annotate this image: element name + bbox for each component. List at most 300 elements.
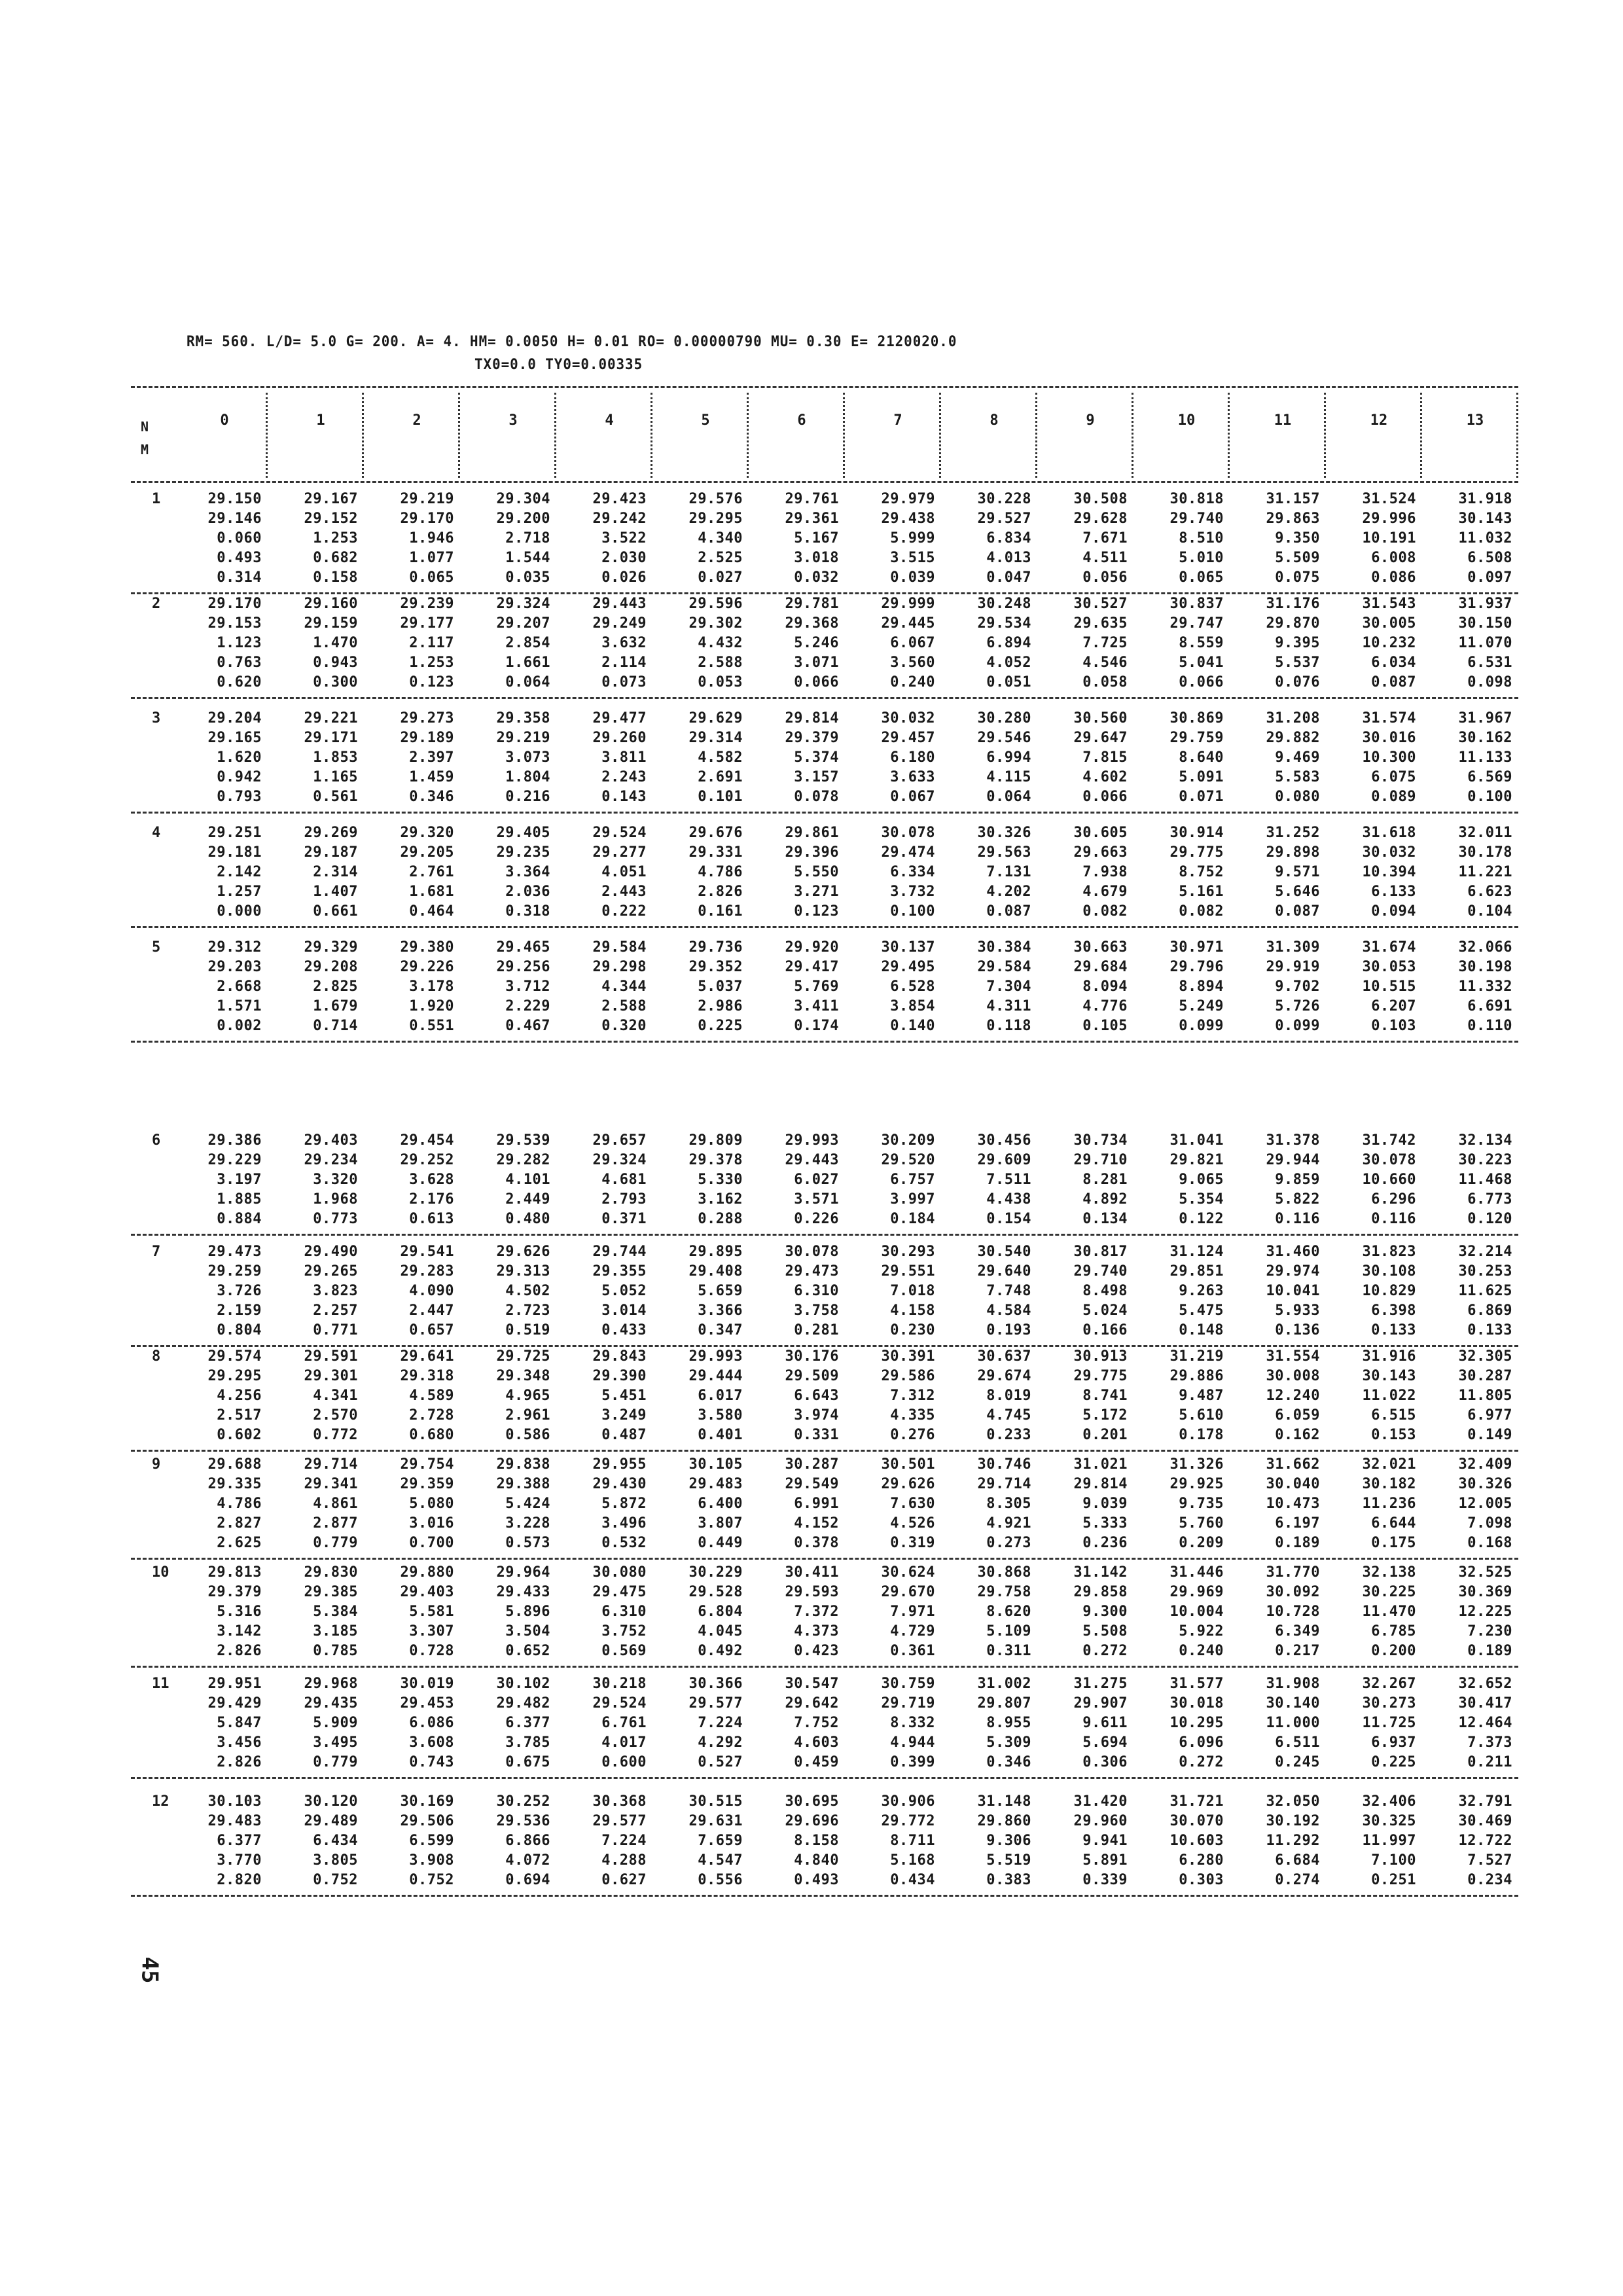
table-cell: 0.311 [986,1643,1031,1659]
table-cell: 4.546 [1082,655,1128,671]
header-bottom-rule [131,481,1518,483]
table-cell: 8.620 [986,1604,1031,1620]
table-cell: 32.134 [1458,1132,1512,1149]
table-cell: 29.858 [1073,1584,1128,1600]
table-cell: 8.332 [890,1715,935,1731]
page-number: 45 [136,1956,163,1984]
table-cell: 31.208 [1266,710,1320,726]
table-cell: 5.537 [1275,655,1320,671]
table-cell: 31.252 [1266,825,1320,841]
table-cell: 1.165 [313,769,358,785]
table-cell: 4.861 [313,1496,358,1512]
table-cell: 0.714 [313,1018,358,1034]
table-cell: 6.400 [698,1496,743,1512]
table-cell: 29.385 [304,1584,358,1600]
table-cell: 0.586 [505,1427,550,1443]
table-cell: 0.103 [1371,1018,1416,1034]
table-cell: 4.745 [986,1407,1031,1424]
table-cell: 29.283 [400,1263,454,1280]
table-cell: 0.480 [505,1211,550,1227]
table-cell: 2.142 [217,864,262,880]
table-cell: 2.723 [505,1302,550,1319]
table-cell: 0.245 [1275,1754,1320,1770]
table-cell: 2.525 [698,550,743,566]
row-index-m: 1 [152,491,161,507]
table-cell: 29.187 [304,844,358,861]
table-cell: 3.807 [698,1515,743,1532]
block-separator-rule [131,592,1518,594]
table-cell: 4.373 [794,1623,839,1640]
table-cell: 0.487 [601,1427,647,1443]
table-cell: 1.257 [217,884,262,900]
table-cell: 3.320 [313,1172,358,1188]
parameter-header-line: RM= 560. L/D= 5.0 G= 200. A= 4. HM= 0.0050 H= 0.01 RO= 0.00000790 MU= 0.30 E= 2120020.0 [187,334,957,350]
table-cell: 0.082 [1179,903,1224,920]
table-cell: 3.178 [409,978,454,995]
table-cell: 6.623 [1467,884,1512,900]
table-cell: 30.005 [1362,615,1416,632]
table-cell: 29.355 [592,1263,647,1280]
table-cell: 29.584 [592,939,647,956]
table-cell: 3.522 [601,530,647,547]
table-cell: 0.161 [698,903,743,920]
table-cell: 5.041 [1179,655,1224,671]
table-cell: 6.531 [1467,655,1512,671]
table-cell: 29.475 [592,1584,647,1600]
table-cell: 0.075 [1275,569,1320,586]
table-cell: 32.138 [1362,1564,1416,1581]
table-cell: 0.123 [409,674,454,691]
table-cell: 11.032 [1458,530,1512,547]
table-cell: 31.577 [1169,1676,1224,1692]
table-cell: 1.544 [505,550,550,566]
table-cell: 5.583 [1275,769,1320,785]
table-cell: 11.022 [1362,1388,1416,1404]
table-cell: 30.019 [400,1676,454,1692]
table-cell: 29.329 [304,939,358,956]
table-cell: 0.099 [1179,1018,1224,1034]
table-cell: 29.736 [688,939,743,956]
table-cell: 29.159 [304,615,358,632]
table-cell: 5.896 [505,1604,550,1620]
table-cell: 4.101 [505,1172,550,1188]
table-cell: 29.341 [304,1476,358,1492]
table-cell: 29.740 [1169,511,1224,527]
table-cell: 30.225 [1362,1584,1416,1600]
table-cell: 4.340 [698,530,743,547]
table-cell: 30.837 [1169,596,1224,612]
table-cell: 29.964 [496,1564,550,1581]
table-cell: 5.167 [794,530,839,547]
table-cell: 29.226 [400,959,454,975]
column-header: 1 [316,412,325,429]
row-index-m: 2 [152,596,161,612]
table-cell: 3.770 [217,1852,262,1869]
table-cell: 29.814 [785,710,839,726]
table-cell: 10.394 [1362,864,1416,880]
table-cell: 32.011 [1458,825,1512,841]
table-cell: 9.571 [1275,864,1320,880]
table-cell: 6.834 [986,530,1031,547]
table-cell: 0.136 [1275,1322,1320,1338]
table-cell: 29.960 [1073,1813,1128,1829]
table-cell: 29.898 [1266,844,1320,861]
table-cell: 0.078 [794,789,839,805]
table-cell: 0.700 [409,1535,454,1551]
table-cell: 6.785 [1371,1623,1416,1640]
table-cell: 0.233 [986,1427,1031,1443]
table-cell: 29.520 [881,1152,935,1168]
table-cell: 4.547 [698,1852,743,1869]
table-cell: 6.643 [794,1388,839,1404]
table-cell: 29.626 [496,1244,550,1260]
table-cell: 29.368 [785,615,839,632]
table-cell: 2.030 [601,550,647,566]
table-cell: 3.752 [601,1623,647,1640]
table-cell: 0.556 [698,1872,743,1888]
table-cell: 29.925 [1169,1476,1224,1492]
table-cell: 29.725 [496,1348,550,1365]
table-cell: 4.511 [1082,550,1128,566]
table-cell: 0.087 [1371,674,1416,691]
table-cell: 0.153 [1371,1427,1416,1443]
table-cell: 31.148 [977,1793,1031,1810]
table-cell: 0.026 [601,569,647,586]
table-cell: 6.017 [698,1388,743,1404]
table-cell: 30.759 [881,1676,935,1692]
table-cell: 29.160 [304,596,358,612]
table-cell: 29.754 [400,1456,454,1473]
table-cell: 0.772 [313,1427,358,1443]
table-cell: 4.892 [1082,1191,1128,1208]
table-cell: 2.159 [217,1302,262,1319]
table-cell: 6.866 [505,1833,550,1849]
column-separator [458,393,460,478]
table-cell: 29.170 [400,511,454,527]
table-cell: 29.744 [592,1244,647,1260]
table-cell: 2.761 [409,864,454,880]
table-cell: 10.515 [1362,978,1416,995]
table-cell: 3.633 [890,769,935,785]
table-cell: 6.691 [1467,998,1512,1014]
table-cell: 0.000 [217,903,262,920]
row-index-m: 4 [152,825,161,841]
table-cell: 29.314 [688,730,743,746]
table-cell: 3.580 [698,1407,743,1424]
table-cell: 29.298 [592,959,647,975]
table-cell: 30.169 [400,1793,454,1810]
table-cell: 29.150 [207,491,262,507]
table-cell: 30.103 [207,1793,262,1810]
table-cell: 31.002 [977,1676,1031,1692]
table-cell: 2.443 [601,884,647,900]
table-cell: 0.288 [698,1211,743,1227]
table-cell: 2.793 [601,1191,647,1208]
table-cell: 10.191 [1362,530,1416,547]
table-cell: 29.457 [881,730,935,746]
table-cell: 30.105 [688,1456,743,1473]
table-cell: 0.104 [1467,903,1512,920]
table-cell: 3.185 [313,1623,358,1640]
table-cell: 29.318 [400,1368,454,1384]
table-cell: 29.379 [207,1584,262,1600]
table-cell: 8.510 [1179,530,1224,547]
table-cell: 29.490 [304,1244,358,1260]
table-cell: 0.076 [1275,674,1320,691]
table-cell: 29.647 [1073,730,1128,746]
table-cell: 6.067 [890,635,935,651]
table-cell: 5.646 [1275,884,1320,900]
table-cell: 9.065 [1179,1172,1224,1188]
table-cell: 0.097 [1467,569,1512,586]
table-cell: 11.221 [1458,864,1512,880]
table-cell: 29.483 [207,1813,262,1829]
table-cell: 29.596 [688,596,743,612]
table-cell: 30.080 [592,1564,647,1581]
table-cell: 10.473 [1266,1496,1320,1512]
table-cell: 29.388 [496,1476,550,1492]
table-cell: 32.214 [1458,1244,1512,1260]
table-cell: 11.805 [1458,1388,1512,1404]
table-cell: 29.379 [785,730,839,746]
table-cell: 5.424 [505,1496,550,1512]
table-cell: 0.116 [1371,1211,1416,1227]
table-cell: 0.339 [1082,1872,1128,1888]
table-cell: 29.312 [207,939,262,956]
table-cell: 30.078 [881,825,935,841]
table-cell: 29.277 [592,844,647,861]
table-cell: 0.064 [505,674,550,691]
table-cell: 29.807 [977,1695,1031,1712]
table-cell: 29.759 [1169,730,1224,746]
table-cell: 10.660 [1362,1172,1416,1188]
table-cell: 0.752 [409,1872,454,1888]
table-cell: 0.331 [794,1427,839,1443]
table-cell: 3.307 [409,1623,454,1640]
table-cell: 0.099 [1275,1018,1320,1034]
table-cell: 0.234 [1467,1872,1512,1888]
table-cell: 6.511 [1275,1734,1320,1751]
table-cell: 4.341 [313,1388,358,1404]
table-cell: 31.524 [1362,491,1416,507]
table-cell: 29.430 [592,1476,647,1492]
table-cell: 31.309 [1266,939,1320,956]
table-cell: 30.469 [1458,1813,1512,1829]
table-cell: 30.143 [1458,511,1512,527]
table-cell: 0.082 [1082,903,1128,920]
table-cell: 3.496 [601,1515,647,1532]
table-cell: 31.574 [1362,710,1416,726]
table-cell: 0.039 [890,569,935,586]
column-header: 7 [893,412,902,429]
block-separator-rule [131,1345,1518,1347]
table-cell: 0.459 [794,1754,839,1770]
table-cell: 5.316 [217,1604,262,1620]
table-cell: 0.347 [698,1322,743,1338]
table-cell: 5.374 [794,749,839,766]
table-cell: 30.070 [1169,1813,1224,1829]
table-cell: 2.728 [409,1407,454,1424]
table-cell: 0.433 [601,1322,647,1338]
table-cell: 30.624 [881,1564,935,1581]
table-cell: 29.378 [688,1152,743,1168]
table-cell: 5.694 [1082,1734,1128,1751]
table-cell: 4.921 [986,1515,1031,1532]
table-cell: 6.644 [1371,1515,1416,1532]
table-cell: 30.178 [1458,844,1512,861]
table-cell: 2.877 [313,1515,358,1532]
table-cell: 29.204 [207,710,262,726]
table-cell: 29.781 [785,596,839,612]
table-cell: 3.228 [505,1515,550,1532]
table-cell: 4.584 [986,1302,1031,1319]
table-cell: 6.398 [1371,1302,1416,1319]
table-cell: 9.941 [1082,1833,1128,1849]
table-cell: 2.449 [505,1191,550,1208]
table-cell: 3.504 [505,1623,550,1640]
table-cell: 10.004 [1169,1604,1224,1620]
table-cell: 5.519 [986,1852,1031,1869]
table-cell: 9.735 [1179,1496,1224,1512]
table-cell: 2.986 [698,998,743,1014]
table-cell: 0.066 [1179,674,1224,691]
block-separator-rule [131,1234,1518,1236]
table-cell: 30.560 [1073,710,1128,726]
table-cell: 30.252 [496,1793,550,1810]
table-cell: 30.868 [977,1564,1031,1581]
table-cell: 7.230 [1467,1623,1512,1640]
table-cell: 30.162 [1458,730,1512,746]
table-cell: 29.301 [304,1368,358,1384]
table-cell: 4.944 [890,1734,935,1751]
table-cell: 8.498 [1082,1283,1128,1299]
table-cell: 0.225 [1371,1754,1416,1770]
table-cell: 0.773 [313,1211,358,1227]
table-cell: 2.588 [601,998,647,1014]
table-cell: 0.620 [217,674,262,691]
table-cell: 30.326 [977,825,1031,841]
table-cell: 29.352 [688,959,743,975]
table-cell: 5.872 [601,1496,647,1512]
table-cell: 30.384 [977,939,1031,956]
table-cell: 3.997 [890,1191,935,1208]
column-header: 4 [605,412,614,429]
table-cell: 4.786 [217,1496,262,1512]
table-cell: 11.236 [1362,1496,1416,1512]
table-cell: 29.282 [496,1152,550,1168]
table-cell: 7.938 [1082,864,1128,880]
table-cell: 6.180 [890,749,935,766]
table-cell: 30.508 [1073,491,1128,507]
table-cell: 11.133 [1458,749,1512,766]
table-cell: 29.919 [1266,959,1320,975]
table-cell: 29.920 [785,939,839,956]
column-header: 12 [1370,412,1388,429]
table-cell: 4.335 [890,1407,935,1424]
table-cell: 29.361 [785,511,839,527]
table-cell: 29.676 [688,825,743,841]
table-cell: 32.066 [1458,939,1512,956]
table-cell: 32.305 [1458,1348,1512,1365]
table-cell: 0.226 [794,1211,839,1227]
table-cell: 6.757 [890,1172,935,1188]
column-header: 8 [990,412,999,429]
table-cell: 1.571 [217,998,262,1014]
table-cell: 29.951 [207,1676,262,1692]
table-cell: 32.409 [1458,1456,1512,1473]
table-cell: 0.133 [1371,1322,1416,1338]
table-cell: 0.378 [794,1535,839,1551]
table-cell: 8.955 [986,1715,1031,1731]
table-cell: 3.411 [794,998,839,1014]
table-cell: 9.300 [1082,1604,1128,1620]
table-cell: 4.786 [698,864,743,880]
table-cell: 3.018 [794,550,839,566]
table-cell: 31.446 [1169,1564,1224,1581]
table-cell: 6.508 [1467,550,1512,566]
table-cell: 1.253 [313,530,358,547]
table-cell: 0.303 [1179,1872,1224,1888]
table-cell: 29.335 [207,1476,262,1492]
table-cell: 6.034 [1371,655,1416,671]
table-cell: 29.577 [688,1695,743,1712]
table-cell: 0.032 [794,569,839,586]
table-cell: 4.090 [409,1283,454,1299]
table-cell: 29.843 [592,1348,647,1365]
table-cell: 29.429 [207,1695,262,1712]
table-cell: 29.670 [881,1584,935,1600]
table-cell: 30.287 [785,1456,839,1473]
table-cell: 29.251 [207,825,262,841]
table-cell: 0.060 [217,530,262,547]
table-cell: 0.493 [217,550,262,566]
table-cell: 31.275 [1073,1676,1128,1692]
table-cell: 31.378 [1266,1132,1320,1149]
table-cell: 31.662 [1266,1456,1320,1473]
table-cell: 0.116 [1275,1211,1320,1227]
table-cell: 3.805 [313,1852,358,1869]
table-cell: 10.300 [1362,749,1416,766]
table-cell: 10.603 [1169,1833,1224,1849]
table-cell: 29.483 [688,1476,743,1492]
table-cell: 5.309 [986,1734,1031,1751]
table-cell: 4.502 [505,1283,550,1299]
table-cell: 29.551 [881,1263,935,1280]
table-cell: 29.259 [207,1263,262,1280]
table-cell: 0.065 [1179,569,1224,586]
table-cell: 0.627 [601,1872,647,1888]
table-cell: 29.993 [785,1132,839,1149]
table-cell: 0.273 [986,1535,1031,1551]
table-cell: 0.779 [313,1535,358,1551]
table-cell: 29.814 [1073,1476,1128,1492]
table-cell: 29.167 [304,491,358,507]
table-cell: 30.695 [785,1793,839,1810]
table-cell: 7.527 [1467,1852,1512,1869]
table-cell: 29.235 [496,844,550,861]
table-cell: 0.140 [890,1018,935,1034]
table-cell: 30.078 [1362,1152,1416,1168]
table-cell: 2.588 [698,655,743,671]
table-cell: 29.775 [1169,844,1224,861]
table-cell: 29.302 [688,615,743,632]
table-cell: 30.140 [1266,1695,1320,1712]
table-cell: 29.880 [400,1564,454,1581]
table-cell: 0.401 [698,1427,743,1443]
table-cell: 3.456 [217,1734,262,1751]
table-cell: 29.640 [977,1263,1031,1280]
block-separator-rule [131,1558,1518,1560]
